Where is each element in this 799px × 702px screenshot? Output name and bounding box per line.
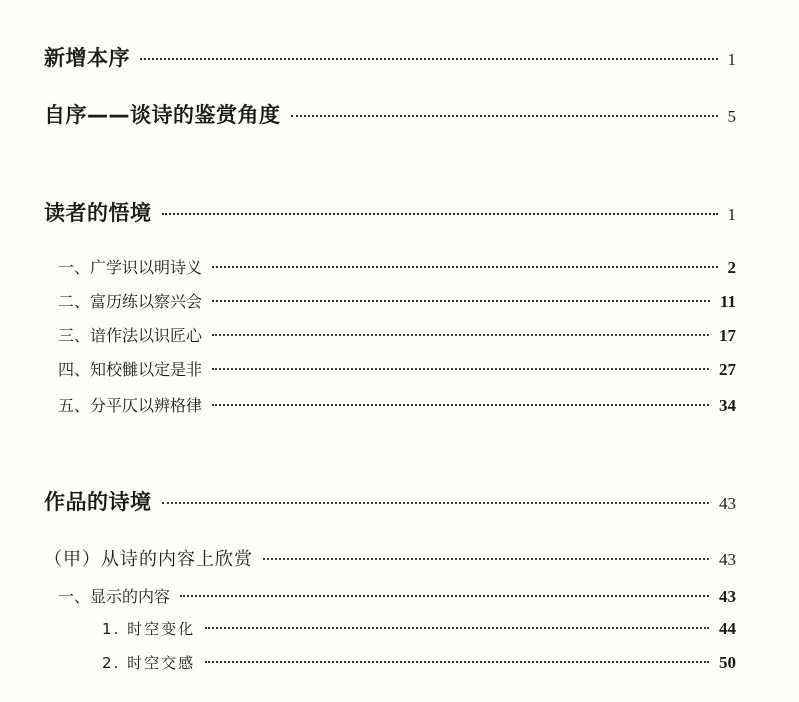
toc-entry-title: 一、显示的内容	[58, 587, 171, 606]
toc-entry-subsection[interactable]	[102, 652, 736, 673]
toc-entry-page-number: 50	[719, 653, 736, 672]
toc-entry-page-number: 43	[719, 494, 736, 513]
dot-leader	[162, 502, 710, 504]
dot-leader	[263, 558, 709, 560]
toc-entry-page-number: 27	[719, 360, 736, 379]
toc-entry-title: 一、广学识以明诗义	[58, 258, 203, 277]
dot-leader	[212, 404, 709, 406]
toc-entry-page-number: 17	[719, 326, 736, 345]
toc-entry-page-number: 5	[727, 107, 736, 126]
toc-entry-new-preface[interactable]	[44, 42, 736, 72]
dot-leader	[212, 368, 709, 370]
dot-leader	[205, 661, 709, 663]
toc-entry-page-number: 1	[727, 50, 736, 69]
toc-entry-page-number: 34	[719, 396, 736, 415]
toc-entry-page-number: 43	[719, 587, 736, 606]
toc-entry-chapter[interactable]	[58, 357, 736, 380]
toc-entry-page-number: 2	[727, 258, 736, 277]
dot-leader	[180, 595, 709, 597]
toc-entry-page-number: 43	[719, 550, 736, 569]
dot-leader	[291, 115, 718, 117]
toc-entry-chapter[interactable]	[58, 393, 736, 416]
toc-entry-chapter[interactable]	[58, 255, 736, 278]
toc-entry-title: 新增本序	[44, 46, 130, 70]
toc-entry-title: （甲）从诗的内容上欣赏	[44, 549, 253, 570]
toc-entry-title: 三、谙作法以识匠心	[58, 326, 203, 345]
dot-leader	[205, 627, 709, 629]
toc-entry-title: 自序——谈诗的鉴赏角度	[44, 103, 281, 127]
toc-entry-author-preface[interactable]	[44, 99, 736, 129]
dot-leader	[212, 300, 710, 302]
toc-entry-page-number: 1	[727, 205, 736, 224]
toc-entry-section[interactable]	[44, 545, 736, 571]
dot-leader	[212, 334, 709, 336]
toc-entry-subsection[interactable]	[102, 618, 736, 639]
toc-entry-title: 2. 时空交感	[102, 654, 196, 672]
toc-entry-work-realm[interactable]	[44, 486, 736, 516]
toc-entry-page-number: 44	[719, 619, 736, 638]
toc-entry-page-number: 11	[719, 292, 736, 311]
toc-entry-chapter[interactable]	[58, 584, 736, 607]
toc-entry-title: 作品的诗境	[44, 490, 152, 514]
toc-entry-title: 读者的悟境	[44, 201, 152, 225]
toc-entry-title: 1. 时空变化	[102, 620, 196, 638]
dot-leader	[212, 266, 717, 268]
toc-entry-title: 二、富历练以察兴会	[58, 292, 203, 311]
toc-entry-reader-realm[interactable]	[44, 197, 736, 227]
toc-entry-title: 四、知校雠以定是非	[58, 360, 203, 379]
toc-entry-chapter[interactable]	[58, 323, 736, 346]
toc-entry-chapter[interactable]	[58, 289, 736, 312]
toc-entry-title: 五、分平仄以辨格律	[58, 396, 203, 415]
dot-leader	[140, 58, 718, 60]
dot-leader	[162, 213, 718, 215]
